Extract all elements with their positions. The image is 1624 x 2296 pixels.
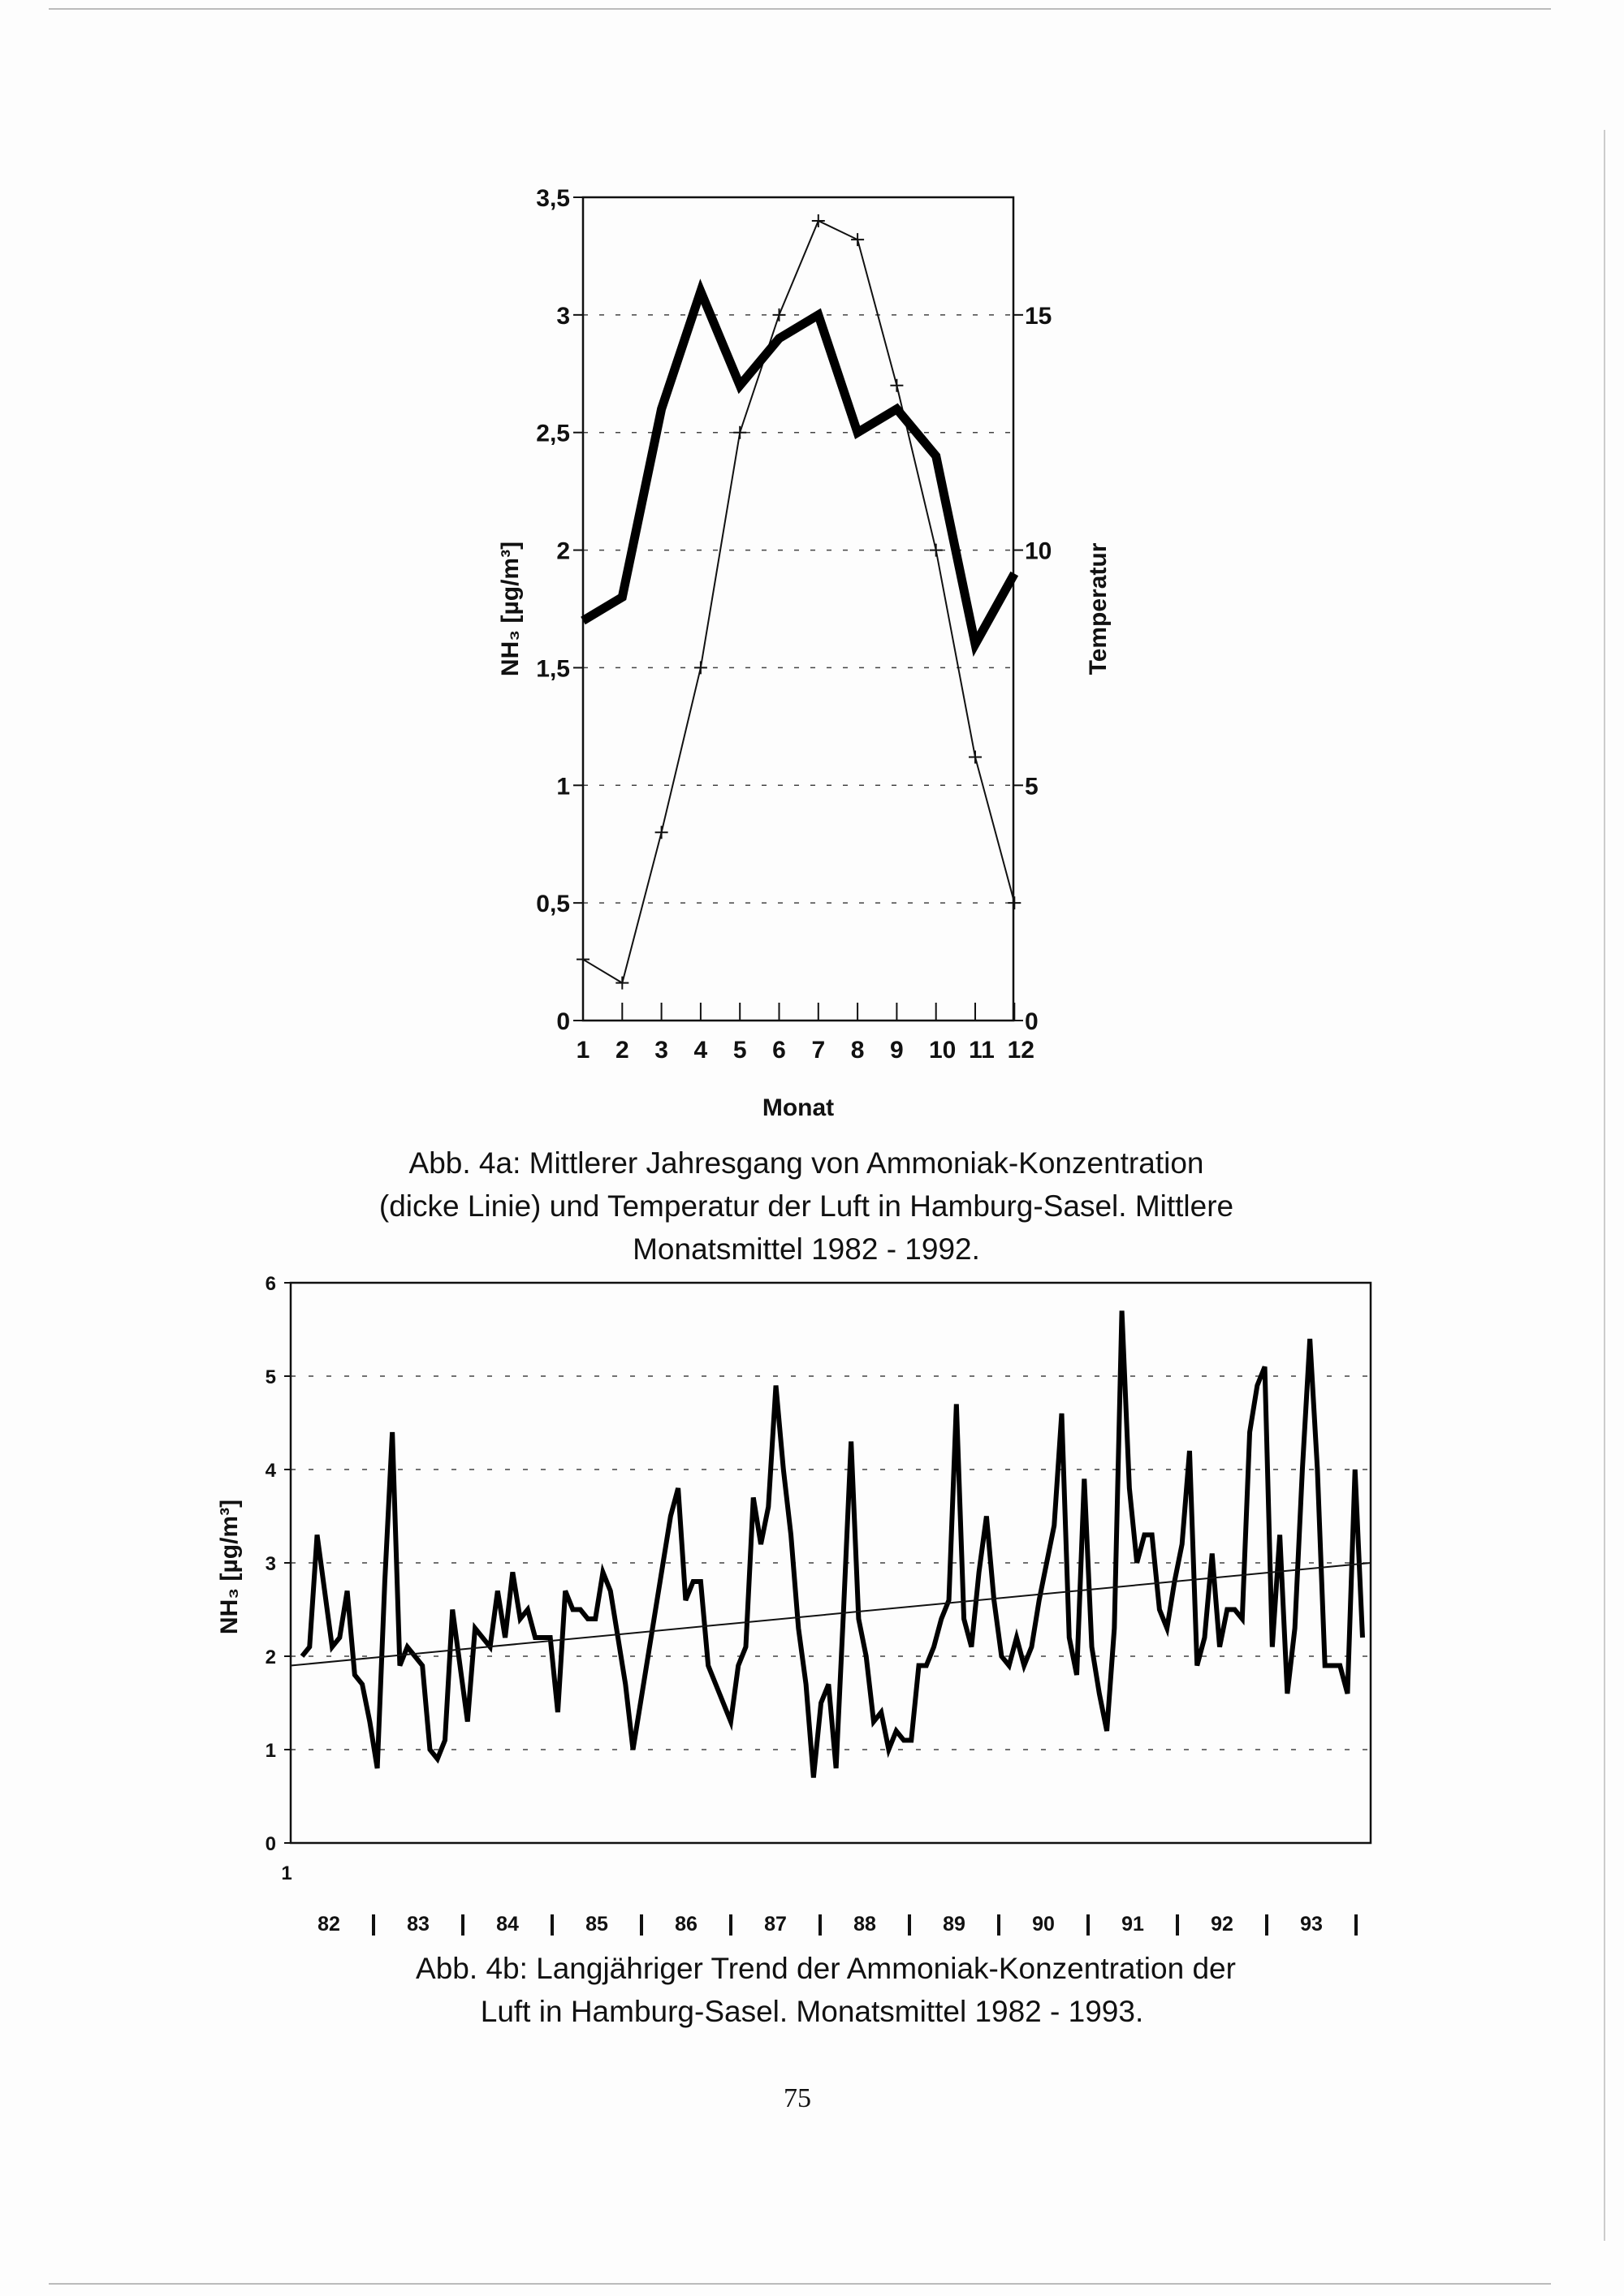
chart-4a-temperature-point (694, 661, 707, 674)
chart-4b-year-label: 84 (496, 1913, 519, 1936)
chart-4b-year-label: 88 (853, 1913, 876, 1936)
chart-4a-x-axis (577, 1003, 1034, 1064)
chart-4a-temperature-point (577, 953, 590, 966)
chart-4a-temperature-point (851, 233, 864, 246)
chart-4b-year-label: 83 (407, 1913, 430, 1936)
chart-4a-x-tick-label: 9 (890, 1037, 904, 1064)
chart-4a-y-tick-label: 3 (556, 302, 570, 330)
chart-4a-y-axis (536, 185, 583, 1035)
chart-4a-y2-tick-label: 0 (1025, 1008, 1039, 1035)
chart-4b-y-tick-label: 0 (265, 1833, 276, 1855)
chart-4a-y-tick-label: 2,5 (536, 420, 570, 447)
chart-4a-x-tick-label: 6 (772, 1037, 786, 1064)
chart-4a-x-tick-label: 10 (929, 1037, 957, 1064)
chart-4b-nh3-line (302, 1311, 1363, 1778)
chart-4a-temperature-point (890, 379, 903, 392)
chart-4a-temperature-point (812, 214, 825, 227)
chart-4b-y-tick-label: 1 (265, 1740, 276, 1762)
chart-4a-x-tick-label: 12 (1007, 1037, 1034, 1064)
chart-4a-gridlines (583, 315, 1013, 903)
chart-4a-temperature-line (583, 221, 1014, 983)
chart-4b-year-label: 82 (317, 1913, 340, 1936)
chart-4a-caption-line-3: Monatsmittel 1982 - 1992. (633, 1232, 980, 1266)
chart-4b-y-tick-label: 5 (265, 1366, 276, 1388)
chart-4b-year-label: 90 (1032, 1913, 1055, 1936)
chart-4a-caption (379, 1146, 1233, 1266)
chart-4a-x-tick-label: 5 (732, 1037, 747, 1064)
chart-4a-x-tick-label: 3 (654, 1037, 668, 1064)
chart-4b-y-tick-label: 3 (265, 1553, 276, 1575)
chart-4a-y-tick-label: 2 (556, 537, 570, 565)
chart-4b-year-label: 91 (1121, 1913, 1144, 1936)
chart-4a-y2-axis (1013, 303, 1052, 1035)
chart-4a-x-axis-title: Monat (762, 1094, 835, 1121)
chart-4a-x-tick-label: 1 (576, 1037, 590, 1064)
chart-4a-y-tick-label: 3,5 (536, 185, 570, 212)
chart-4a-x-tick-label: 2 (615, 1037, 629, 1064)
chart-4b-series (291, 1311, 1371, 1778)
chart-4a-y-tick-label: 0,5 (536, 891, 570, 918)
chart-4a-plot-frame (583, 197, 1013, 1021)
chart-4b-y-axis-title: NH₃ [µg/m³] (216, 1499, 243, 1635)
chart-4a-x-tick-label: 11 (969, 1037, 995, 1064)
chart-4a-x-tick-label: 7 (811, 1037, 826, 1064)
chart-4a-y-tick-label: 1 (556, 773, 570, 801)
chart-4a-series (577, 214, 1021, 990)
chart-4b-caption-line-2: Luft in Hamburg-Sasel. Monatsmittel 1982 - 1993. (480, 1995, 1144, 2028)
chart-4a-y2-tick-label: 5 (1025, 773, 1039, 801)
chart-4a-temperature-point (930, 544, 943, 557)
chart-4a (379, 185, 1233, 1266)
chart-4b-caption (416, 1952, 1236, 2028)
chart-4a-temperature-point (615, 977, 628, 990)
chart-4a-nh3-line (583, 291, 1014, 645)
chart-4b-y-axis (266, 1273, 291, 1855)
chart-4b-year-label: 89 (943, 1913, 965, 1936)
chart-4b-x-start-label: 1 (281, 1862, 292, 1884)
page-number: 75 (784, 2083, 811, 2113)
chart-4b-y-tick-label: 2 (265, 1646, 276, 1668)
chart-4a-temperature-point (969, 751, 982, 764)
chart-4a-caption-line-1: Abb. 4a: Mittlerer Jahresgang von Ammoniak-Konzentration (408, 1146, 1204, 1180)
chart-4b-caption-line-1: Abb. 4b: Langjähriger Trend der Ammoniak-Konzentration der (416, 1952, 1236, 1985)
chart-4a-caption-line-2: (dicke Linie) und Temperatur der Luft in Hamburg-Sasel. Mittlere (378, 1189, 1234, 1223)
chart-4b-year-label: 85 (585, 1913, 608, 1936)
chart-4a-x-tick-label: 4 (693, 1037, 708, 1064)
chart-4a-temperature-point (733, 426, 746, 439)
chart-4a-y-tick-label: 0 (556, 1008, 570, 1035)
chart-4a-y2-axis-title: Temperatur (1085, 542, 1112, 675)
chart-4a-temperature-point (773, 309, 786, 322)
chart-4a-y-tick-label: 1,5 (536, 655, 570, 683)
chart-4a-y2-tick-label: 10 (1025, 537, 1052, 565)
chart-4b-y-tick-label: 6 (265, 1273, 276, 1295)
chart-4a-temperature-point (1008, 896, 1021, 909)
chart-4a-y2-tick-label: 15 (1025, 302, 1052, 330)
chart-4a-x-tick-label: 8 (850, 1037, 865, 1064)
chart-4a-temperature-point (655, 826, 668, 839)
chart-4b-x-axis (317, 1913, 1356, 1936)
chart-4b-y-tick-label: 4 (265, 1460, 276, 1482)
chart-4b-year-label: 92 (1211, 1913, 1233, 1936)
chart-4b-year-label: 93 (1300, 1913, 1323, 1936)
chart-4b (216, 1273, 1371, 2028)
chart-4a-y-axis-title: NH₃ [µg/m³] (497, 541, 524, 677)
chart-4b-year-label: 87 (764, 1913, 787, 1936)
chart-4b-year-label: 86 (675, 1913, 698, 1936)
